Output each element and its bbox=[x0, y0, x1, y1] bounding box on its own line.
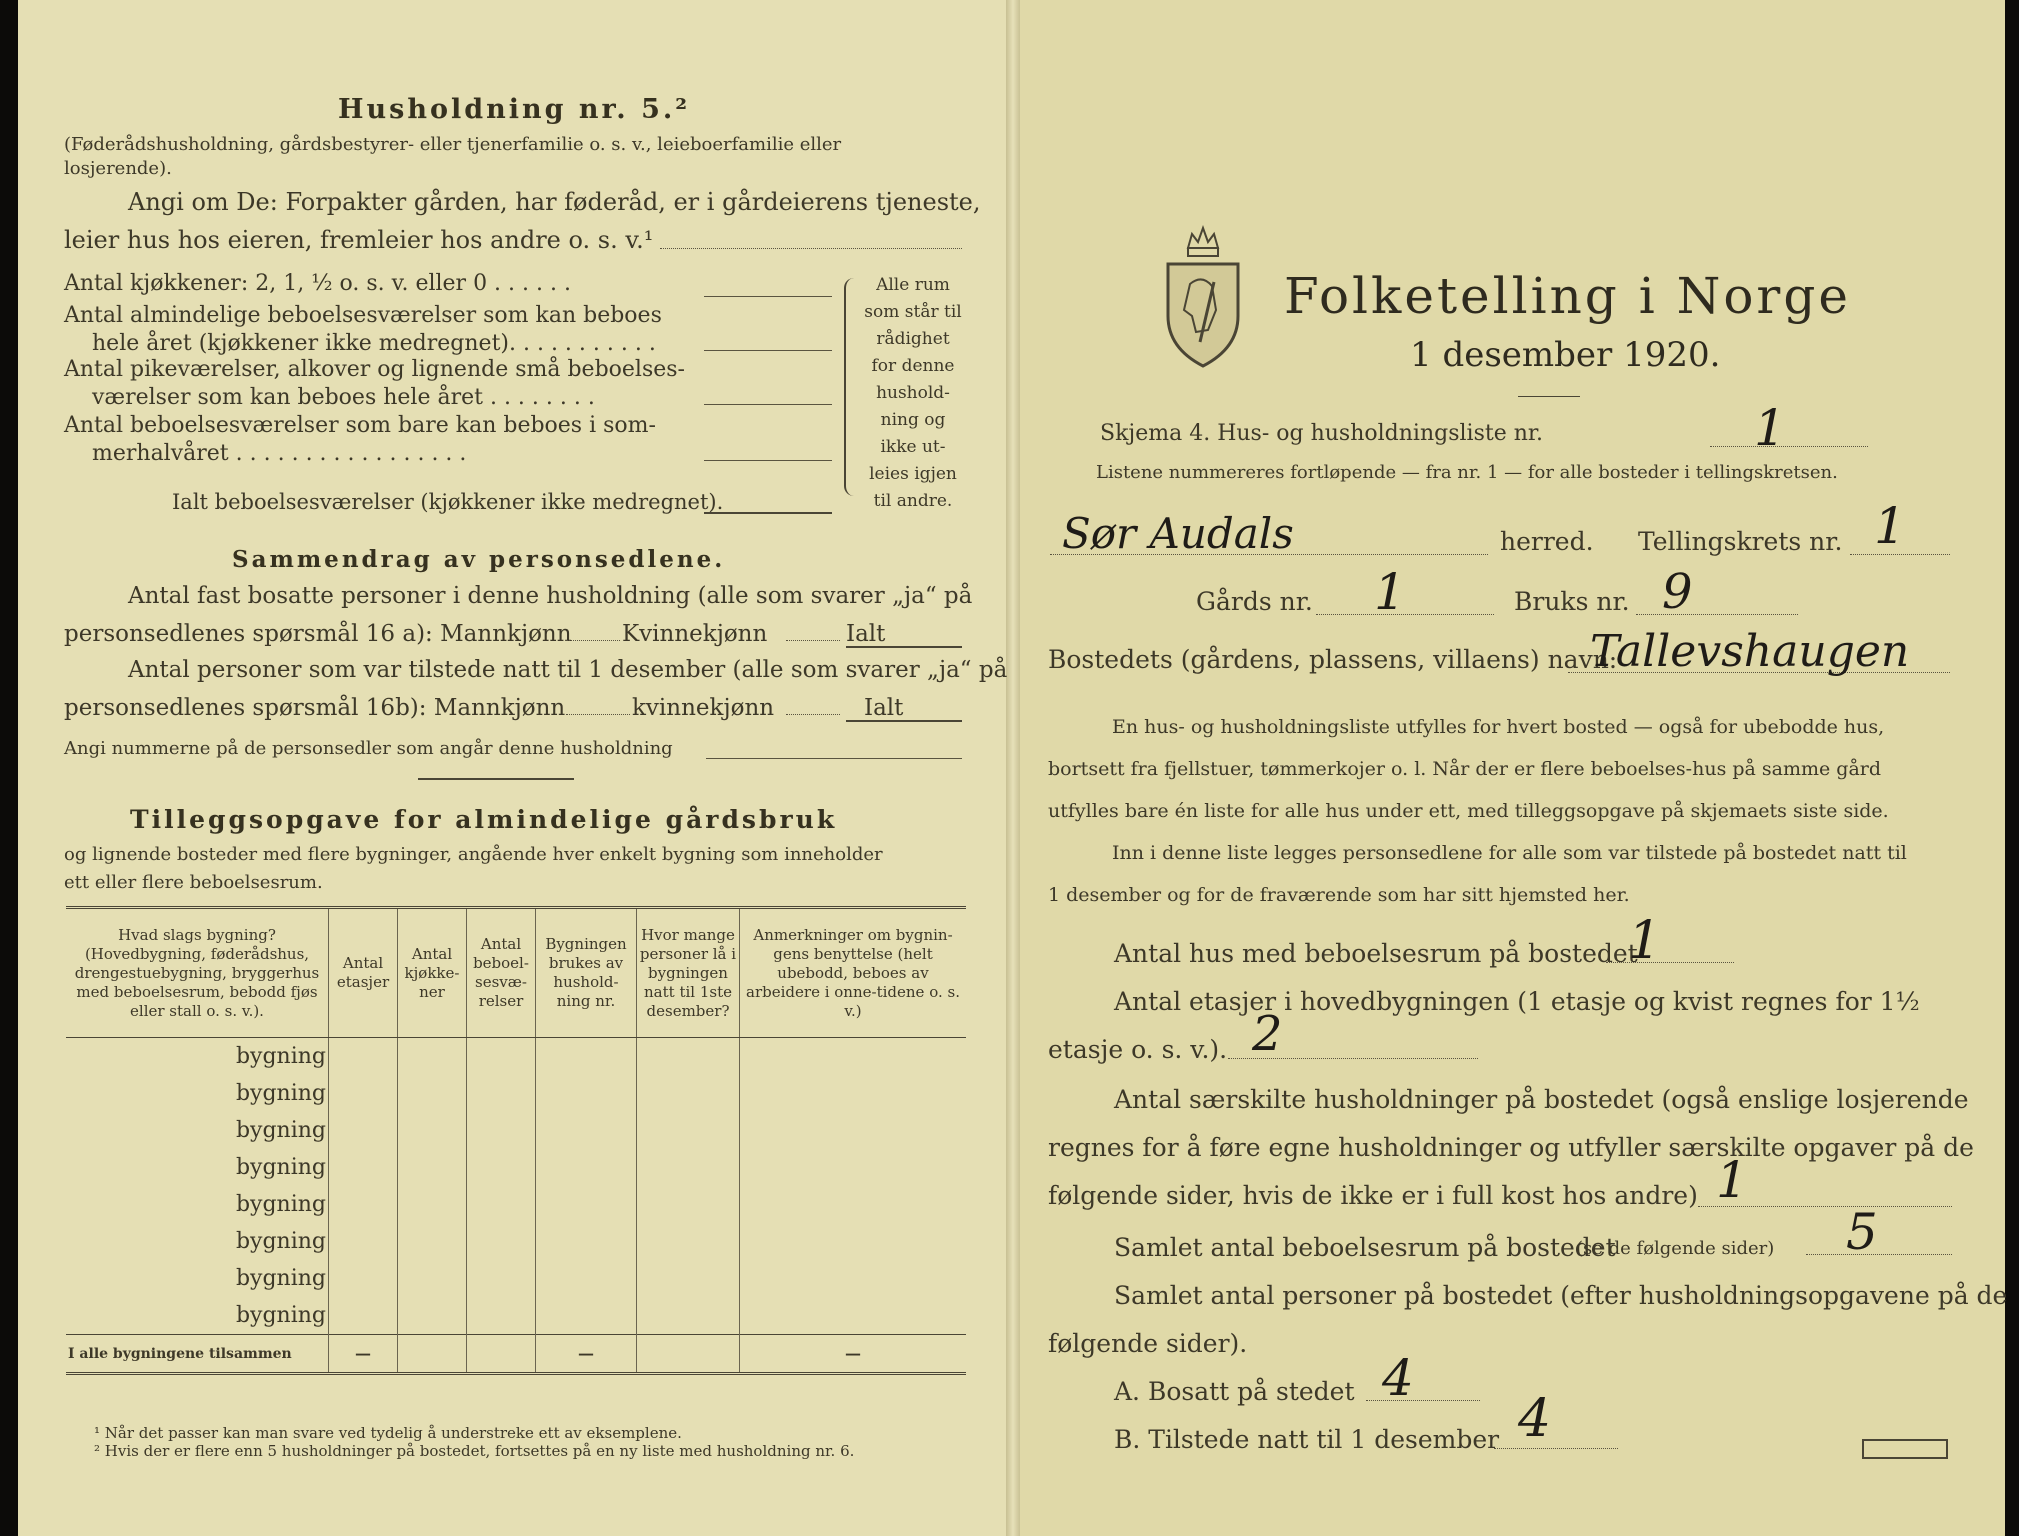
brace-note-line: leies igjen bbox=[869, 464, 957, 484]
brace-note-line: til andre. bbox=[873, 491, 953, 511]
table-cell bbox=[398, 1335, 467, 1374]
table-cell bbox=[398, 1223, 467, 1260]
building-label: bygning bbox=[235, 1044, 326, 1069]
col-building-type: Hvad slags bygning? (Hovedbygning, føderådshus, drengestuebygning, bryggerhus med beboelsesrum, bebodd fjøs eller stall o. s. v.). bbox=[66, 908, 329, 1038]
household-title: Husholdning nr. 5.² bbox=[338, 94, 691, 125]
building-table bbox=[66, 906, 966, 1375]
etasjer-line-2: etasje o. s. v.). bbox=[1048, 1035, 1228, 1064]
extra-line-2: ett eller flere beboelsesrum. bbox=[64, 872, 323, 893]
table-cell bbox=[467, 1186, 536, 1223]
table-cell bbox=[467, 1335, 536, 1374]
building-label: bygning bbox=[235, 1229, 326, 1254]
table-cell bbox=[536, 1260, 637, 1297]
table-cell bbox=[536, 1075, 637, 1112]
summary-answer-line bbox=[566, 640, 620, 641]
table-cell bbox=[398, 1297, 467, 1335]
schema-value: 1 bbox=[1754, 399, 1786, 457]
rooms-maid: Antal pikeværelser, alkover og lignende små beboelses- bbox=[64, 357, 685, 382]
page-fold bbox=[1006, 0, 1020, 1536]
coat-of-arms-icon bbox=[1162, 220, 1244, 370]
tilstede-value: 4 bbox=[1518, 1389, 1552, 1449]
table-cell bbox=[398, 1149, 467, 1186]
rooms-ordinary: Antal almindelige beboelsesværelser som kan beboes bbox=[64, 303, 662, 328]
table-cell bbox=[536, 1112, 637, 1149]
building-label: bygning bbox=[235, 1081, 326, 1106]
table-cell bbox=[536, 1297, 637, 1335]
angi-answer-line bbox=[660, 248, 962, 249]
brace-note bbox=[858, 272, 968, 515]
table-cell bbox=[536, 1223, 637, 1260]
krets-value: 1 bbox=[1874, 497, 1906, 555]
table-cell bbox=[740, 1149, 967, 1186]
bruks-label: Bruks nr. bbox=[1514, 587, 1630, 616]
table-cell bbox=[637, 1297, 740, 1335]
footnote-2: ² Hvis der er flere enn 5 husholdninger på bostedet, fortsettes på en ny liste med husholdning nr. 6. bbox=[94, 1442, 855, 1460]
building-label: bygning bbox=[235, 1266, 326, 1291]
table-cell bbox=[329, 1297, 398, 1335]
table-row bbox=[66, 1112, 966, 1149]
bosted-value: Tallevshaugen bbox=[1590, 626, 1910, 677]
divider bbox=[418, 778, 574, 780]
table-cell bbox=[329, 1038, 398, 1076]
summary-line-4c: Ialt bbox=[864, 695, 904, 721]
bruks-value: 9 bbox=[1662, 564, 1693, 620]
col-kitchens: Antal kjøkke-ner bbox=[398, 908, 467, 1038]
table-row bbox=[66, 1186, 966, 1223]
table-cell bbox=[329, 1223, 398, 1260]
summary-line-2b: Kvinnekjønn bbox=[622, 621, 768, 647]
table-cell bbox=[329, 1112, 398, 1149]
table-cell bbox=[329, 1260, 398, 1297]
table-cell bbox=[398, 1038, 467, 1076]
table-row bbox=[66, 1149, 966, 1186]
footnote-1: ¹ Når det passer kan man svare ved tydelig å understreke ett av eksemplene. bbox=[94, 1424, 682, 1442]
summary-line-5: Angi nummerne på de personsedler som angår denne husholdning bbox=[64, 738, 673, 759]
table-cell bbox=[740, 1260, 967, 1297]
summary-line-2: personsedlenes spørsmål 16 a): Mannkjønn bbox=[64, 621, 572, 647]
col-floors: Antal etasjer bbox=[329, 908, 398, 1038]
extra-line-1: og lignende bosteder med flere bygninger, angående hver enkelt bygning som inneholder bbox=[64, 844, 883, 865]
total-dash: — bbox=[329, 1335, 398, 1374]
household-subtitle-2: losjerende). bbox=[64, 158, 172, 179]
rooms-summer-2: merhalvåret . . . . . . . . . . . . . . . . . bbox=[92, 441, 467, 466]
table-total-row bbox=[66, 1335, 966, 1374]
tilstede-line bbox=[1494, 1448, 1618, 1449]
table-row bbox=[66, 1297, 966, 1335]
rum-line bbox=[1806, 1254, 1952, 1255]
summary-title: Sammendrag av personsedlene. bbox=[232, 546, 726, 573]
rum-value: 5 bbox=[1846, 1203, 1878, 1261]
summary-answer-line bbox=[786, 640, 840, 641]
table-cell bbox=[398, 1186, 467, 1223]
bosted-label: Bostedets (gårdens, plassens, villaens) navn: bbox=[1048, 645, 1618, 674]
etasjer-value: 2 bbox=[1252, 1006, 1283, 1062]
summary-answer-line bbox=[706, 758, 962, 759]
summary-answer-line bbox=[846, 720, 962, 722]
rooms-total-line bbox=[704, 512, 832, 514]
schema-line bbox=[1710, 446, 1868, 447]
census-title: Folketelling i Norge bbox=[1284, 267, 1851, 325]
table-cell bbox=[637, 1075, 740, 1112]
rooms-answer-line bbox=[704, 460, 832, 461]
table-cell bbox=[637, 1260, 740, 1297]
building-label: bygning bbox=[235, 1192, 326, 1217]
angi-line-2: leier hus hos eieren, fremleier hos andre o. s. v.¹ bbox=[64, 226, 654, 254]
summary-answer-line bbox=[846, 646, 962, 648]
building-label: bygning bbox=[235, 1118, 326, 1143]
table-cell bbox=[740, 1186, 967, 1223]
gards-value: 1 bbox=[1374, 563, 1406, 621]
total-dash: — bbox=[536, 1335, 637, 1374]
hus-label: Antal hus med beboelsesrum på bostedet bbox=[1114, 939, 1638, 968]
rooms-kitchens: Antal kjøkkener: 2, 1, ½ o. s. v. eller 0 . . . . . . bbox=[64, 271, 571, 296]
table-cell bbox=[467, 1112, 536, 1149]
table-cell bbox=[740, 1297, 967, 1335]
table-cell bbox=[637, 1335, 740, 1374]
brace-note-line: Alle rum bbox=[876, 275, 950, 295]
divider bbox=[1518, 396, 1580, 397]
summary-line-2c: Ialt bbox=[846, 621, 886, 647]
rooms-total: Ialt beboelsesværelser (kjøkkener ikke medregnet). bbox=[172, 490, 724, 514]
col-remarks: Anmerkninger om bygnin-gens benyttelse (helt ubebodd, beboes av arbeidere i onne-tidene o. s. v.) bbox=[740, 908, 967, 1038]
table-cell bbox=[398, 1075, 467, 1112]
angi-line-1: Angi om De: Forpakter gården, har føderåd, er i gårdeierens tjeneste, bbox=[128, 188, 981, 216]
census-date: 1 desember 1920. bbox=[1410, 335, 1721, 375]
table-cell bbox=[637, 1038, 740, 1076]
summary-line-1: Antal fast bosatte personer i denne husholdning (alle som svarer „ja“ på bbox=[128, 583, 973, 609]
table-cell bbox=[536, 1038, 637, 1076]
table-row bbox=[66, 1038, 966, 1076]
schema-label: Skjema 4. Hus- og husholdningsliste nr. bbox=[1100, 421, 1543, 446]
brace-note-line: som står til bbox=[864, 302, 962, 322]
table-cell bbox=[740, 1075, 967, 1112]
table-cell bbox=[329, 1186, 398, 1223]
instruction-4: Inn i denne liste legges personsedlene for alle som var tilstede på bostedet natt til bbox=[1112, 842, 1907, 864]
gards-label: Gårds nr. bbox=[1196, 587, 1313, 616]
table-cell bbox=[637, 1112, 740, 1149]
table-cell bbox=[329, 1075, 398, 1112]
table-cell bbox=[536, 1149, 637, 1186]
summary-line-4b: kvinnekjønn bbox=[632, 695, 775, 721]
rooms-summer: Antal beboelsesværelser som bare kan beboes i som- bbox=[64, 413, 656, 438]
total-dash: — bbox=[740, 1335, 967, 1374]
summary-answer-line bbox=[566, 714, 630, 715]
rooms-answer-line bbox=[704, 350, 832, 351]
table-cell bbox=[637, 1149, 740, 1186]
col-persons: Hvor mange personer lå i bygningen natt til 1ste desember? bbox=[637, 908, 740, 1038]
table-cell bbox=[467, 1223, 536, 1260]
personer-line-1: Samlet antal personer på bostedet (efter husholdningsopgavene på de bbox=[1114, 1281, 2008, 1310]
bruks-line bbox=[1636, 614, 1798, 615]
table-row bbox=[66, 1223, 966, 1260]
rum-label: Samlet antal beboelsesrum på bostedet bbox=[1114, 1233, 1616, 1262]
brace-note-line: ning og bbox=[880, 410, 946, 430]
personer-line-2: følgende sider). bbox=[1048, 1329, 1248, 1358]
bosatt-label: A. Bosatt på stedet bbox=[1114, 1377, 1355, 1406]
summary-answer-line bbox=[786, 714, 840, 715]
summary-line-4: personsedlenes spørsmål 16b): Mannkjønn bbox=[64, 695, 566, 721]
building-label: bygning bbox=[235, 1155, 326, 1180]
brace-note-line: hushold- bbox=[876, 383, 950, 403]
rooms-answer-line bbox=[704, 296, 832, 297]
total-label: I alle bygningene tilsammen bbox=[66, 1335, 329, 1374]
table-cell bbox=[467, 1297, 536, 1335]
brace-note-line: ikke ut- bbox=[880, 437, 946, 457]
hus-line bbox=[1606, 962, 1734, 963]
table-row bbox=[66, 1260, 966, 1297]
table-cell bbox=[467, 1075, 536, 1112]
instruction-1: En hus- og husholdningsliste utfylles for hvert bosted — også for ubebodde hus, bbox=[1112, 716, 1885, 738]
instruction-2: bortsett fra fjellstuer, tømmerkojer o. l. Når der er flere beboelses-hus på samme gård bbox=[1048, 758, 1882, 780]
brace-note-line: for denne bbox=[871, 356, 955, 376]
rooms-ordinary-2: hele året (kjøkkener ikke medregnet). . . . . . . . . . . bbox=[92, 331, 656, 356]
instruction-5: 1 desember og for de fraværende som har sitt hjemsted her. bbox=[1048, 884, 1630, 906]
summary-line-3: Antal personer som var tilstede natt til 1 desember (alle som svarer „ja“ på bbox=[128, 657, 1008, 683]
extra-title: Tilleggsopgave for almindelige gårdsbruk bbox=[130, 805, 838, 834]
saerskilte-line-1: Antal særskilte husholdninger på bostedet (også enslige losjerende bbox=[1114, 1085, 1969, 1114]
table-cell bbox=[467, 1038, 536, 1076]
table-cell bbox=[467, 1260, 536, 1297]
table-cell bbox=[740, 1112, 967, 1149]
household-subtitle: (Føderådshusholdning, gårdsbestyrer- eller tjenerfamilie o. s. v., leieboerfamilie eller bbox=[64, 134, 842, 155]
table-cell bbox=[740, 1038, 967, 1076]
rooms-answer-line bbox=[704, 404, 832, 405]
rum-note: (se de følgende sider) bbox=[1576, 1238, 1775, 1259]
table-cell bbox=[740, 1223, 967, 1260]
table-row bbox=[66, 1075, 966, 1112]
etasjer-line-1: Antal etasjer i hovedbygningen (1 etasje og kvist regnes for 1½ bbox=[1114, 987, 1920, 1016]
table-cell bbox=[637, 1186, 740, 1223]
printer-stamp bbox=[1862, 1439, 1948, 1459]
table-cell bbox=[536, 1186, 637, 1223]
bosatt-value: 4 bbox=[1382, 1349, 1414, 1407]
brace-note-line: rådighet bbox=[876, 329, 950, 349]
krets-label: Tellingskrets nr. bbox=[1638, 527, 1843, 556]
instruction-3: utfylles bare én liste for alle hus under ett, med tilleggsopgave på skjemaets siste side. bbox=[1048, 800, 1889, 822]
table-cell bbox=[329, 1149, 398, 1186]
building-label: bygning bbox=[235, 1303, 326, 1328]
listene-note: Listene nummereres fortløpende — fra nr. 1 — for alle bosteder i tellingskretsen. bbox=[1096, 462, 1838, 483]
rooms-maid-2: værelser som kan beboes hele året . . . . . . . . bbox=[92, 385, 595, 410]
table-cell bbox=[398, 1260, 467, 1297]
hus-value: 1 bbox=[1628, 911, 1662, 971]
saerskilte-line-2: regnes for å føre egne husholdninger og utfyller særskilte opgaver på de bbox=[1048, 1133, 1974, 1162]
herred-label: herred. bbox=[1500, 527, 1594, 556]
col-household-nr: Bygningen brukes av hushold-ning nr. bbox=[536, 908, 637, 1038]
tilstede-label: B. Tilstede natt til 1 desember bbox=[1114, 1425, 1500, 1454]
herred-value: Sør Audals bbox=[1062, 509, 1294, 558]
saerskilte-line-3: følgende sider, hvis de ikke er i full kost hos andre) bbox=[1048, 1181, 1698, 1210]
saerskilte-value: 1 bbox=[1716, 1151, 1748, 1209]
table-cell bbox=[398, 1112, 467, 1149]
col-rooms: Antal beboel-sesvæ-relser bbox=[467, 908, 536, 1038]
table-cell bbox=[637, 1223, 740, 1260]
table-cell bbox=[467, 1149, 536, 1186]
